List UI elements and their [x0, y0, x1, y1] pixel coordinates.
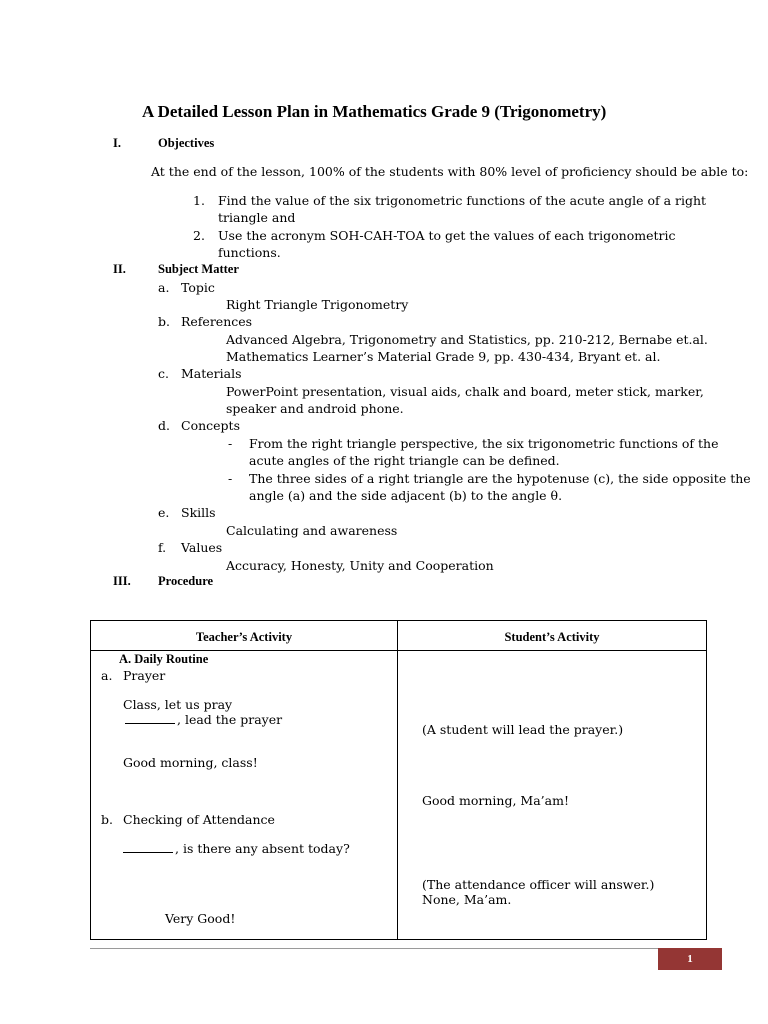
values-label: Values — [181, 540, 223, 555]
very-good-text: Very Good! — [165, 911, 236, 926]
list-number: 2. — [193, 228, 205, 243]
good-morning-class: Good morning, class! — [123, 755, 258, 770]
attendance-label: Checking of Attendance — [123, 812, 275, 827]
activity-table — [90, 620, 707, 940]
list-number: 1. — [193, 193, 205, 208]
section-numeral: II. — [113, 262, 126, 276]
absent-question-text: , is there any absent today? — [175, 841, 350, 856]
absent-question-line — [123, 841, 350, 856]
table-header-student — [398, 621, 707, 651]
page-number-badge — [658, 948, 722, 970]
list-letter: c. — [158, 366, 169, 381]
references-label: References — [181, 314, 253, 329]
student-none-answer: None, Ma’am. — [422, 892, 512, 907]
class-pray-text: Class, let us pray — [123, 697, 233, 712]
teacher-header-label: Teacher’s Activity — [195, 630, 293, 644]
student-header-label: Student’s Activity — [504, 630, 600, 644]
objectives-intro: At the end of the lesson, 100% of the students with 80% level of proficiency should be able to: — [151, 164, 749, 179]
reference-item: Advanced Algebra, Trigonometry and Statistics, pp. 210-212, Bernabe et.al. — [226, 332, 708, 347]
prayer-label: Prayer — [123, 668, 166, 683]
table-header-teacher — [91, 621, 398, 651]
concept-item: The three sides of a right triangle are the hypotenuse (c), the side opposite the — [249, 471, 751, 486]
daily-routine-heading: A. Daily Routine — [119, 652, 209, 666]
section-heading-objectives: Objectives — [158, 136, 215, 150]
objective-item: Use the acronym SOH-CAH-TOA to get the values of each trigonometric — [218, 228, 676, 243]
values-value: Accuracy, Honesty, Unity and Cooperation — [226, 558, 494, 573]
student-attendance-officer: (The attendance officer will answer.) — [422, 877, 655, 892]
skills-label: Skills — [181, 505, 216, 520]
skills-value: Calculating and awareness — [226, 523, 398, 538]
section-heading-procedure: Procedure — [158, 574, 214, 588]
footer-divider — [90, 948, 707, 949]
list-letter: e. — [158, 505, 170, 520]
concepts-label: Concepts — [181, 418, 240, 433]
topic-value: Right Triangle Trigonometry — [226, 297, 409, 312]
materials-line: speaker and android phone. — [226, 401, 404, 416]
page-number: 1 — [687, 953, 693, 965]
topic-label: Topic — [181, 280, 215, 295]
page-title: A Detailed Lesson Plan in Mathematics Grade 9 (Trigonometry) — [142, 102, 607, 121]
objective-item-cont: triangle and — [218, 210, 296, 225]
objective-item-cont: functions. — [218, 245, 281, 260]
list-letter: b. — [158, 314, 170, 329]
reference-item: Mathematics Learner’s Material Grade 9, pp. 430-434, Bryant et. al. — [226, 349, 661, 364]
concept-item-cont: acute angles of the right triangle can be defined. — [249, 453, 560, 468]
list-letter: f. — [158, 540, 167, 555]
section-numeral: I. — [113, 136, 121, 150]
name-blank — [125, 723, 175, 724]
materials-line: PowerPoint presentation, visual aids, chalk and board, meter stick, marker, — [226, 384, 704, 399]
teacher-activity-cell — [91, 651, 398, 940]
concept-item-cont: angle (a) and the side adjacent (b) to the angle θ. — [249, 488, 563, 503]
bullet-dash: - — [228, 436, 233, 451]
name-blank — [123, 852, 173, 853]
list-letter: a. — [101, 668, 113, 683]
section-heading-subject-matter: Subject Matter — [158, 262, 239, 276]
bullet-dash: - — [228, 471, 233, 486]
list-letter: b. — [101, 812, 113, 827]
list-letter: d. — [158, 418, 170, 433]
materials-label: Materials — [181, 366, 242, 381]
lead-prayer-text: , lead the prayer — [177, 712, 283, 727]
concept-item: From the right triangle perspective, the six trigonometric functions of the — [249, 436, 719, 451]
objective-item: Find the value of the six trigonometric functions of the acute angle of a right — [218, 193, 707, 208]
student-good-morning: Good morning, Ma’am! — [422, 793, 569, 808]
lead-prayer-line — [125, 712, 282, 727]
list-letter: a. — [158, 280, 170, 295]
section-numeral: III. — [113, 574, 131, 588]
student-lead-prayer: (A student will lead the prayer.) — [422, 722, 624, 737]
